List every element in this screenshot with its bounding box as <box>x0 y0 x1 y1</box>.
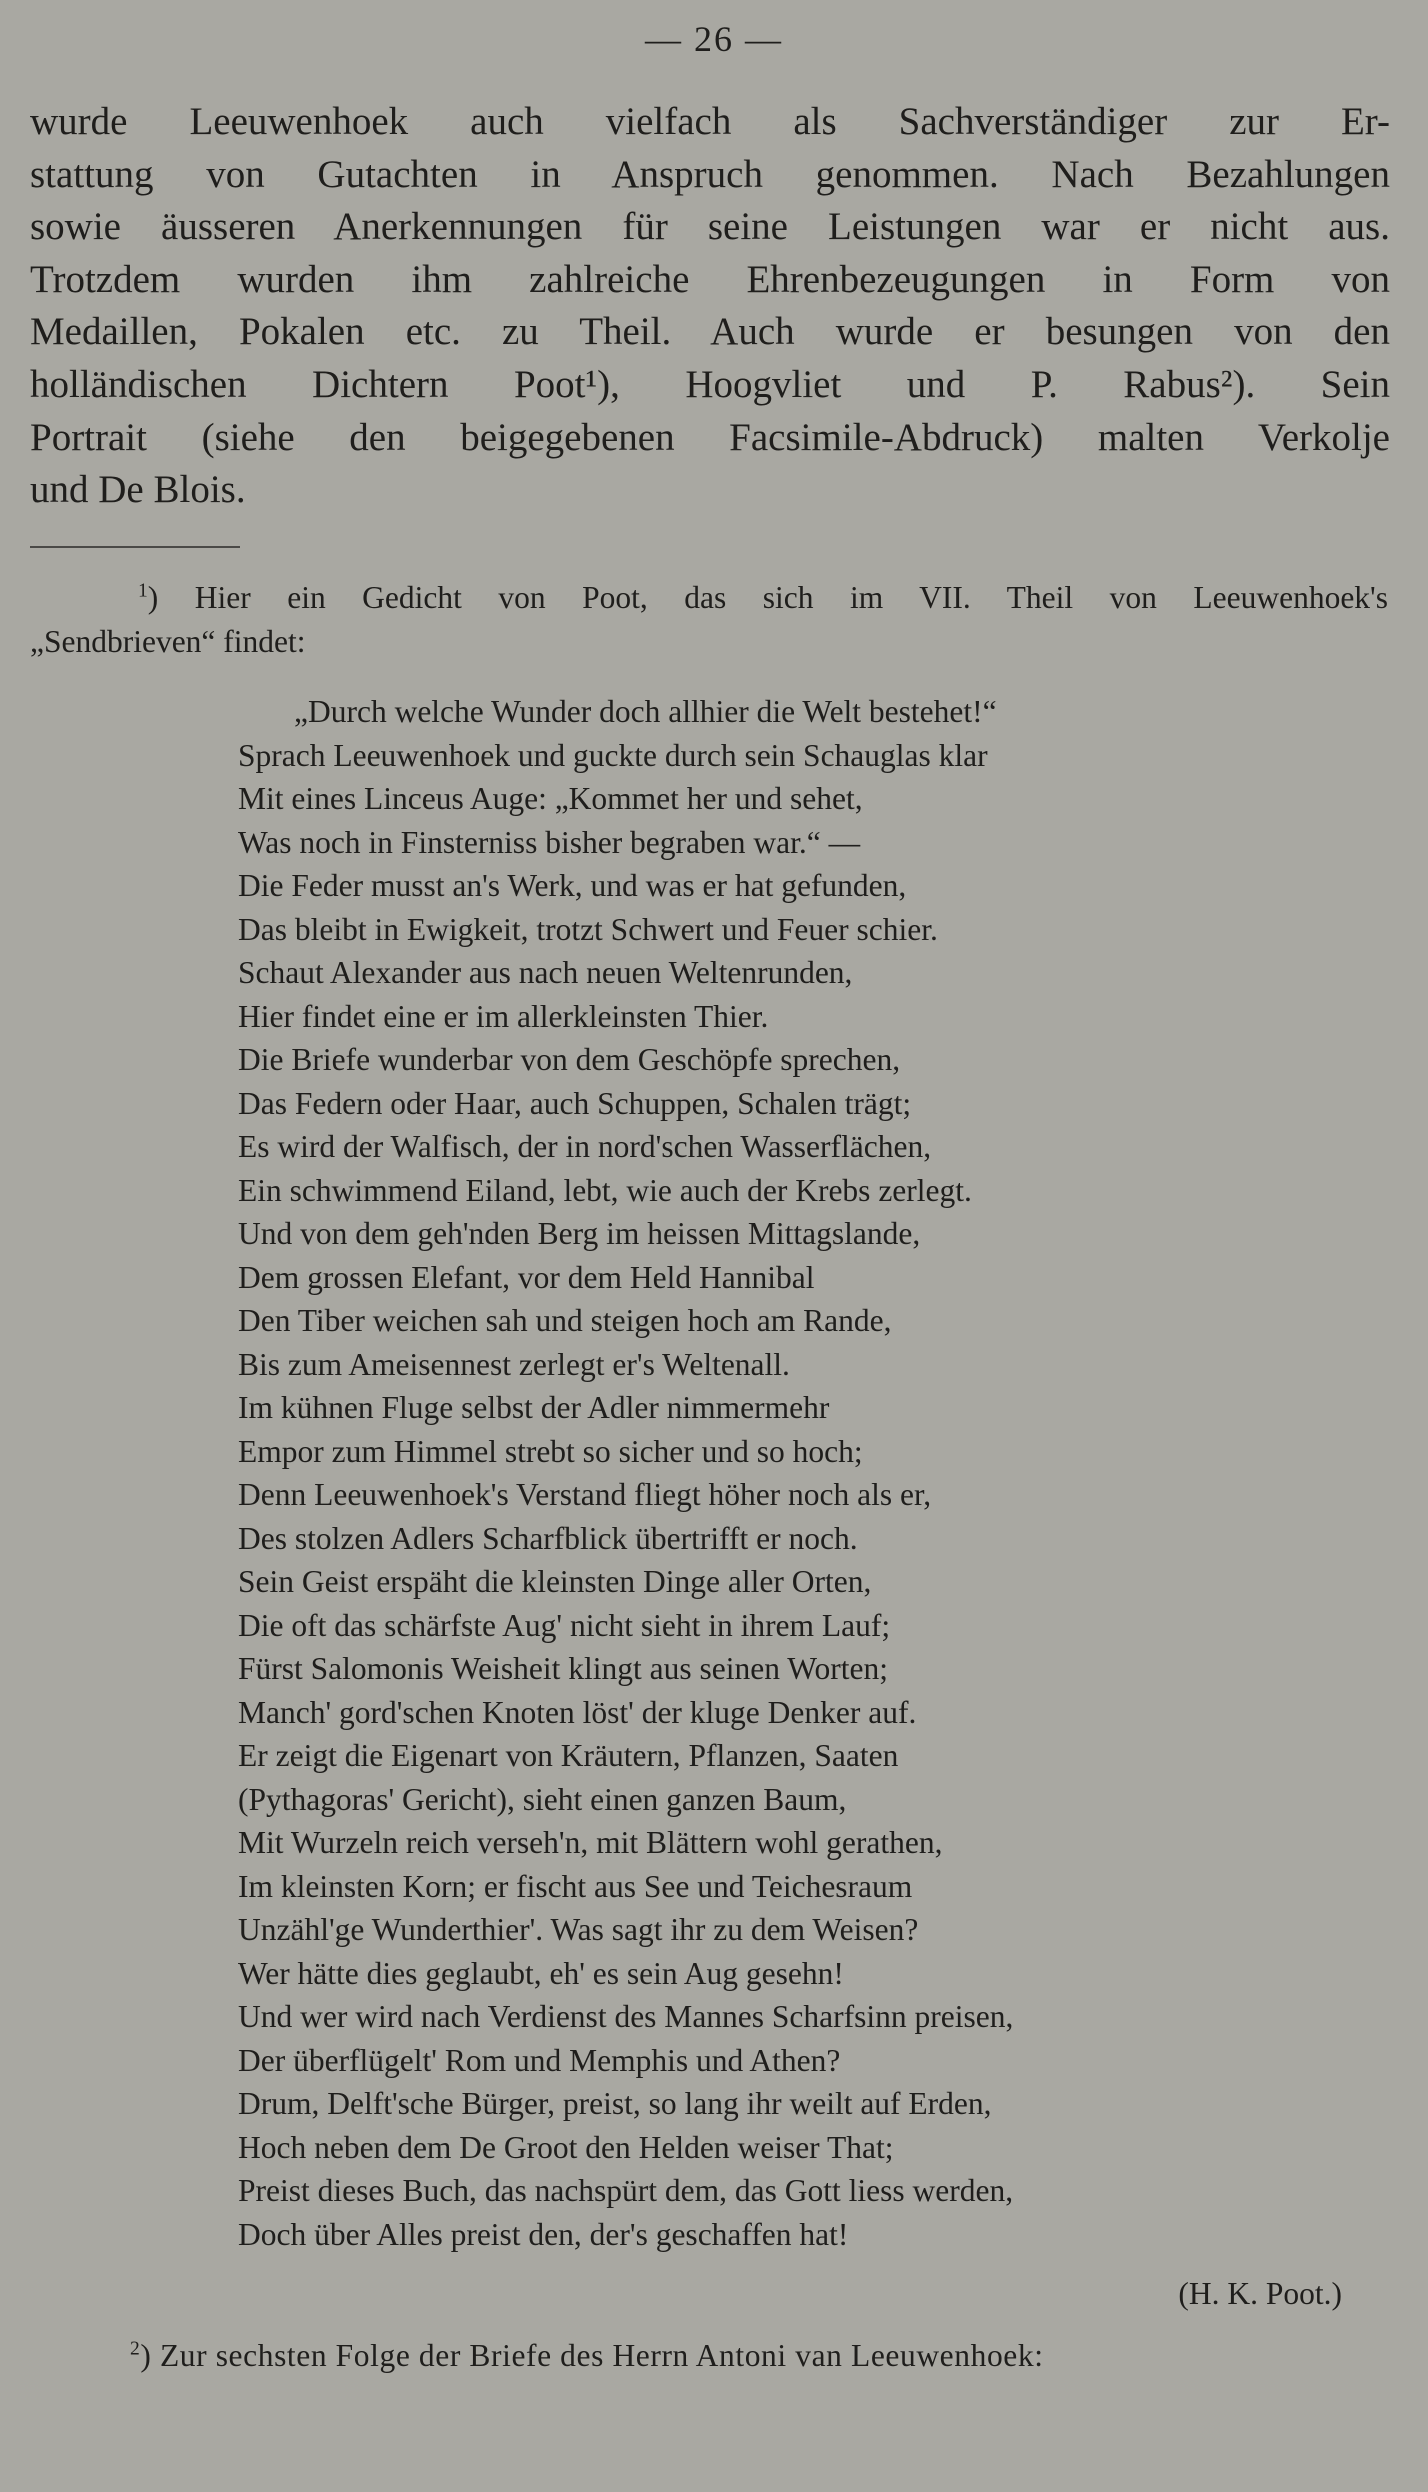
poem-verse: Unzähl'ge Wunderthier'. Was sagt ihr zu dem Weisen? <box>238 1912 919 1947</box>
page-number: — 26 — <box>645 19 783 59</box>
paragraph-line: wurde Leeuwenhoek auch vielfach als Sachverständiger zur Er- <box>30 100 1390 143</box>
poem-verse: Fürst Salomonis Weisheit klingt aus seinen Worten; <box>238 1651 888 1686</box>
footnote-2-text: Zur sechsten Folge der Briefe des Herrn Antoni van Leeuwenhoek: <box>159 2338 1044 2373</box>
poem-verse: „Durch welche Wunder doch allhier die Welt bestehet!“ <box>294 694 997 729</box>
poem-verse: Doch über Alles preist den, der's geschaffen hat! <box>238 2216 849 2252</box>
poem <box>238 690 1013 2256</box>
poem-verse: Im kleinsten Korn; er fischt aus See und Teichesraum <box>238 1868 913 1904</box>
paragraph-line: Trotzdem wurden ihm zahlreiche Ehrenbezeugungen in Form von <box>30 257 1390 301</box>
poem-verse: Preist dieses Buch, das nachspürt dem, das Gott liess werden, <box>238 2173 1014 2208</box>
footnote-1-marker: 1 <box>138 580 148 602</box>
footnote-1 <box>30 576 1388 664</box>
poem-verse: Das bleibt in Ewigkeit, trotzt Schwert und Feuer schier. <box>238 911 938 947</box>
poem-verse: Schaut Alexander aus nach neuen Weltenrunden, <box>238 955 853 990</box>
poem-verse: Wer hätte dies geglaubt, eh' es sein Aug gesehn! <box>238 1955 844 1991</box>
paragraph-line: holländischen Dichtern Poot¹), Hoogvliet und P. Rabus²). Sein <box>30 362 1390 406</box>
poem-verse: Was noch in Finsterniss bisher begraben war.“ — <box>238 824 861 860</box>
footnote-2: $^2$) Zur sechsten Folge der Briefe des Herrn Antoni van Leeuwenhoek: <box>130 2338 1044 2373</box>
footnote-1-line: $^1$) Hier ein Gedicht von Poot, das sich im VII. Theil von Leeuwenhoek's <box>138 580 1388 615</box>
poem-verse: Den Tiber weichen sah und steigen hoch am Rande, <box>238 1303 892 1338</box>
poem-verse: Des stolzen Adlers Scharfblick übertrifft er noch. <box>238 1520 858 1556</box>
paragraph-line: Portrait (siehe den beigegebenen Facsimile-Abdruck) malten Verkolje <box>30 415 1390 459</box>
poem-verse: Es wird der Walfisch, der in nord'schen Wasserflächen, <box>238 1129 932 1164</box>
poem-author: (H. K. Poot.) <box>1178 2276 1342 2311</box>
poem-verse: Im kühnen Fluge selbst der Adler nimmermehr <box>238 1390 830 1425</box>
main-paragraph <box>30 96 1390 517</box>
poem-verse: Empor zum Himmel strebt so sicher und so hoch; <box>238 1433 863 1469</box>
poem-verse: Und wer wird nach Verdienst des Mannes Scharfsinn preisen, <box>238 1999 1014 2034</box>
poem-verse: Er zeigt die Eigenart von Kräutern, Pflanzen, Saaten <box>238 1738 899 1773</box>
poem-verse: Die Briefe wunderbar von dem Geschöpfe sprechen, <box>238 1042 901 1077</box>
paragraph-line: Medaillen, Pokalen etc. zu Theil. Auch wurde er besungen von den <box>30 310 1390 354</box>
poem-verse: Das Federn oder Haar, auch Schuppen, Schalen trägt; <box>238 1085 912 1121</box>
paragraph-line: sowie äusseren Anerkennungen für seine Leistungen war er nicht aus. <box>30 205 1390 249</box>
footnote-1-text: Hier ein Gedicht von Poot, das sich im VII. Theil von Leeuwenhoek's <box>194 580 1388 615</box>
footnote-2-marker: 2 <box>130 2338 141 2360</box>
poem-verse: Drum, Delft'sche Bürger, preist, so lang ihr weilt auf Erden, <box>238 2086 992 2121</box>
poem-verse: Mit eines Linceus Auge: „Kommet her und sehet, <box>238 781 863 816</box>
poem-verse: Und von dem geh'nden Berg im heissen Mittagslande, <box>238 1216 921 1251</box>
poem-verse: Hier findet eine er im allerkleinsten Thier. <box>238 998 769 1034</box>
paragraph-line: und De Blois. <box>30 468 246 512</box>
poem-verse: Der überflügelt' Rom und Memphis und Athen? <box>238 2042 841 2078</box>
poem-verse: Manch' gord'schen Knoten löst' der kluge Denker auf. <box>238 1694 917 1730</box>
poem-verse: Bis zum Ameisennest zerlegt er's Weltenall. <box>238 1346 790 1382</box>
poem-verse: Sprach Leeuwenhoek und guckte durch sein Schauglas klar <box>238 737 988 773</box>
poem-verse: Sein Geist erspäht die kleinsten Dinge aller Orten, <box>238 1564 872 1599</box>
poem-verse: Ein schwimmend Eiland, lebt, wie auch der Krebs zerlegt. <box>238 1172 972 1208</box>
poem-verse: Mit Wurzeln reich verseh'n, mit Blättern wohl gerathen, <box>238 1825 943 1860</box>
footnote-divider <box>30 546 240 548</box>
poem-verse: Hoch neben dem De Groot den Helden weiser That; <box>238 2129 894 2165</box>
poem-verse: Die oft das schärfste Aug' nicht sieht in ihrem Lauf; <box>238 1607 891 1643</box>
paragraph-line: stattung von Gutachten in Anspruch genommen. Nach Bezahlungen <box>30 152 1390 196</box>
poem-verse: Dem grossen Elefant, vor dem Held Hannibal <box>238 1259 815 1295</box>
poem-verse: (Pythagoras' Gericht), sieht einen ganzen Baum, <box>238 1781 847 1817</box>
footnote-1-line: „Sendbrieven“ findet: <box>30 624 306 659</box>
poem-verse: Die Feder musst an's Werk, und was er hat gefunden, <box>238 868 907 903</box>
poem-verse: Denn Leeuwenhoek's Verstand fliegt höher noch als er, <box>238 1477 932 1512</box>
